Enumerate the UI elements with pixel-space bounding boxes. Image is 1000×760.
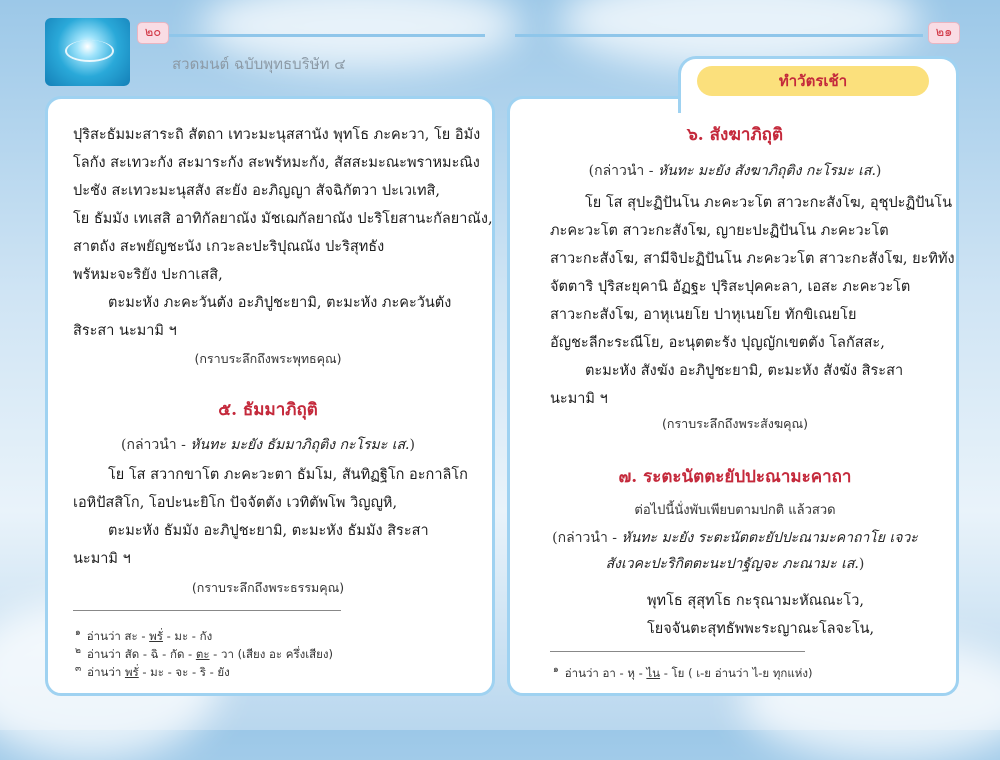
footnote-rule (550, 651, 805, 652)
chant-suffix: ) (875, 163, 882, 179)
wing-emblem-icon (65, 40, 114, 62)
section5-chant (73, 434, 463, 456)
logo-image (45, 18, 130, 86)
chant-text: หันทะ มะยัง ระตะนัตตะยัปปะณามะคาถาโย เจวะ (621, 530, 918, 546)
chant-prefix: (กล่าวนำ - (121, 437, 191, 453)
footnote-text: - มะ - กัง (162, 628, 213, 643)
chant-text: หันทะ มะยัง ธัมมาภิถุติง กะโรมะ เส. (190, 437, 410, 453)
verse-line: พุทโธ สุสุทโธ กะรุณามะหัณณะโว, (647, 593, 864, 609)
note-sangha: (กราบระลึกถึงพระสังฆคุณ) (662, 416, 808, 431)
footnote-underlined: พรั่ (124, 664, 139, 679)
footnote-underlined: พรั่ (149, 628, 163, 643)
header-rule-right (515, 34, 923, 37)
footnote-text: อ่านว่า อา - หุ - (564, 665, 647, 680)
text-line: สิระสา นะมามิ ฯ (73, 323, 177, 339)
text-line: โลกัง สะเทวะกัง สะมาระกัง สะพรัหมะกัง, สัสสะมะณะพราหมะณิง (73, 155, 480, 171)
section6-heading: ๖. สังฆาภิถุติ (686, 125, 783, 145)
book-title: สวดมนต์ ฉบับพุทธบริษัท ๔ (172, 55, 346, 73)
footnote-text: - วา (เสียง อะ ครึ่งเสียง) (209, 646, 334, 661)
footnote-underlined: ไน (646, 665, 661, 680)
text-line: โย โส สุปะฏิปันโน ภะคะวะโต สาวะกะสังโฆ, อุชุปะฏิปันโน (585, 195, 953, 211)
text-line: ปุริสะธัมมะสาระถิ สัตถา เทวะมะนุสสานัง พุทโธ ภะคะวา, โย อิมัง (73, 127, 481, 143)
text-line: ภะคะวะโต สาวะกะสังโฆ, ญายะปะฏิปันโน ภะคะวะโต (550, 223, 889, 239)
note-dhamma: (กราบระลึกถึงพระธรรมคุณ) (191, 580, 345, 595)
chant-text: หันทะ มะยัง สังฆาภิถุติง กะโรมะ เส. (657, 163, 876, 179)
text-line: สาตถัง สะพยัญชะนัง เกวะละปะริปุณณัง ปะริสุทธัง (73, 239, 385, 255)
footnote-text: - โย ( เ-ย อ่านว่า ไ-ย ทุกแห่ง) (660, 665, 813, 680)
chant-prefix: (กล่าวนำ - (552, 530, 622, 546)
chant-prefix: (กล่าวนำ - (588, 163, 658, 179)
footnote-mark: ๓ (75, 664, 82, 674)
text-line: สาวะกะสังโฆ, อาหุเนยโย ปาหุเนยโย ทักขิเณยโย (550, 307, 857, 323)
footnote-text: อ่านว่า (87, 664, 125, 679)
footnote-rule (73, 610, 341, 611)
footnote-mark: ๑ (75, 628, 81, 638)
section-tab-label: ทำวัตรเช้า (697, 66, 929, 96)
text-line: เอหิปัสสิโก, โอปะนะยิโก ปัจจัตตัง เวทิตัพโพ วิญญูหิ, (73, 495, 398, 511)
chant-suffix: ) (858, 556, 865, 572)
text-line: ตะมะหัง ธัมมัง อะภิปูชะยามิ, ตะมะหัง ธัมมัง สิระสา (108, 523, 429, 539)
text-line: สาวะกะสังโฆ, สามีจิปะฏิปันโน ภะคะวะโต สาวะกะสังโฆ, ยะทิทัง (550, 251, 955, 267)
page-number-left: ๒๐ (137, 22, 169, 44)
text-line: จัตตาริ ปุริสะยุคานิ อัฏฐะ ปุริสะปุคคะลา, เอสะ ภะคะวะโต (550, 279, 911, 295)
text-line: โย โส สวากขาโต ภะคะวะตา ธัมโม, สันทิฏฐิโก อะกาลิโก (108, 467, 468, 483)
text-line: ตะมะหัง สังฆัง อะภิปูชะยามิ, ตะมะหัง สังฆัง สิระสา (585, 363, 904, 379)
section5-heading: ๕. ธัมมาภิถุติ (218, 400, 318, 420)
text-line: นะมามิ ฯ (73, 551, 131, 567)
text-line: ตะมะหัง ภะคะวันตัง อะภิปูชะยามิ, ตะมะหัง ภะคะวันตัง (108, 295, 452, 311)
footnote-text: อ่านว่า สัด - ฉิ - กัด - (86, 646, 196, 661)
chant-text: สังเวคะปะริกิตตะนะปาฐัญจะ ภะณามะ เส. (605, 556, 859, 572)
note-buddha: (กราบระลึกถึงพระพุทธคุณ) (194, 351, 342, 366)
footnote-mark: ๑ (553, 665, 559, 675)
header-rule-left (165, 34, 485, 37)
text-line: ปะชัง สะเทวะมะนุสสัง สะยัง อะภิญญา สัจฉิกัตวา ปะเวเทสิ, (73, 183, 440, 199)
text-line: อัญชะลีกะระณีโย, อะนุตตะรัง ปุญญักเขตตัง โลกัสสะ, (550, 335, 885, 351)
footnote-text: - มะ - จะ - ริ - ยัง (138, 664, 230, 679)
chant-suffix: ) (409, 437, 415, 453)
footnote-mark: ๒ (75, 646, 81, 656)
section7-heading: ๗. ระตะนัตตะยัปปะณามะคาถา (618, 467, 852, 487)
footnote-underlined: ตะ (195, 646, 210, 661)
text-line: โย ธัมมัง เทเสสิ อาทิกัลยาณัง มัชเฌกัลยาณัง ปะริโยสานะกัลยาณัง, (73, 211, 493, 227)
text-line: พรัหมะจะริยัง ปะกาเสสิ, (73, 267, 223, 283)
footnote-3 (75, 661, 230, 682)
verse-line: โยจจันตะสุทธัพพะระญาณะโลจะโน, (647, 621, 875, 637)
page-number-right: ๒๑ (928, 22, 960, 44)
footnote-text: อ่านว่า สะ - (86, 628, 150, 643)
section7-chant-line1 (540, 527, 930, 549)
text-line: นะมามิ ฯ (550, 391, 608, 407)
section7-chant-line2 (540, 553, 930, 575)
section7-instruction: ต่อไปนี้นั่งพับเพียบตามปกติ แล้วสวด (634, 503, 836, 518)
section6-chant (540, 160, 930, 182)
footnote-right (553, 662, 812, 683)
